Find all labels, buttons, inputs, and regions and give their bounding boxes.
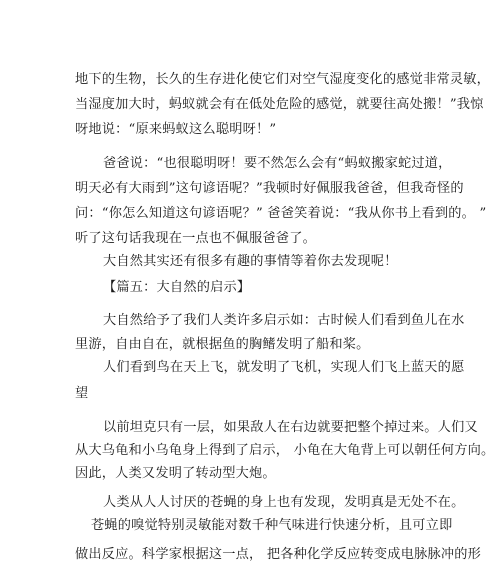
text-line: 明天必有大雨到”这句谚语呢？”我顿时好佩服我爸爸，但我奇怪的 (75, 181, 464, 196)
text-line: 人类从人人讨厌的苍蝇的身上也有发现，发明真是无处不在。 (103, 495, 465, 510)
text-line: 大自然给予了我们人类许多启示如：古时候人们看到鱼儿在水 (103, 313, 465, 328)
text-line: 人们看到鸟在天上飞，就发明了飞机，实现人们飞上蓝天的愿 (103, 360, 465, 375)
text-line: 地下的生物，长久的生存进化使它们对空气湿度变化的感觉非常灵敏， (75, 72, 491, 87)
text-line: 因此，人类又发明了转动型大炮。 (75, 466, 276, 481)
text-line: 听了这句话我现在一点也不佩服爸爸了。 (75, 231, 316, 246)
text-line: 呀地说：“原来蚂蚁这么聪明呀！” (75, 122, 277, 137)
text-line: 以前坦克只有一层，如果敌人在右边就要把整个掉过来。人们又 (103, 420, 478, 435)
text-line: 爸爸说：“也很聪明呀！要不然怎么会有“蚂蚁搬家蛇过道， (103, 156, 452, 171)
text-line: 苍蝇的嗅觉特别灵敏能对数千种气味进行快速分析，且可立即 (91, 518, 453, 533)
text-line: 问：“你怎么知道这句谚语呢？” 爸爸笑着说：“我从你书上看到的。 ” (75, 206, 487, 221)
text-line: 做出反应。科学家根据这一点， 把各种化学反应转变成电脉脉冲的形 (75, 547, 482, 562)
text-line: 从大乌龟和小乌龟身上得到了启示， 小龟在大龟背上可以朝任何方向。 (75, 443, 495, 458)
section-heading: 【篇五：大自然的启示】 (103, 280, 251, 295)
text-line: 望 (75, 386, 89, 401)
text-line: 当湿度加大时，蚂蚁就会有在低处危险的感觉，就要往高处搬！”我惊 (75, 97, 484, 112)
text-line: 里游，自由自在，就根据鱼的胸鳍发明了船和桨。 (75, 337, 370, 352)
text-line: 大自然其实还有很多有趣的事情等着你去发现呢！ (103, 254, 398, 269)
